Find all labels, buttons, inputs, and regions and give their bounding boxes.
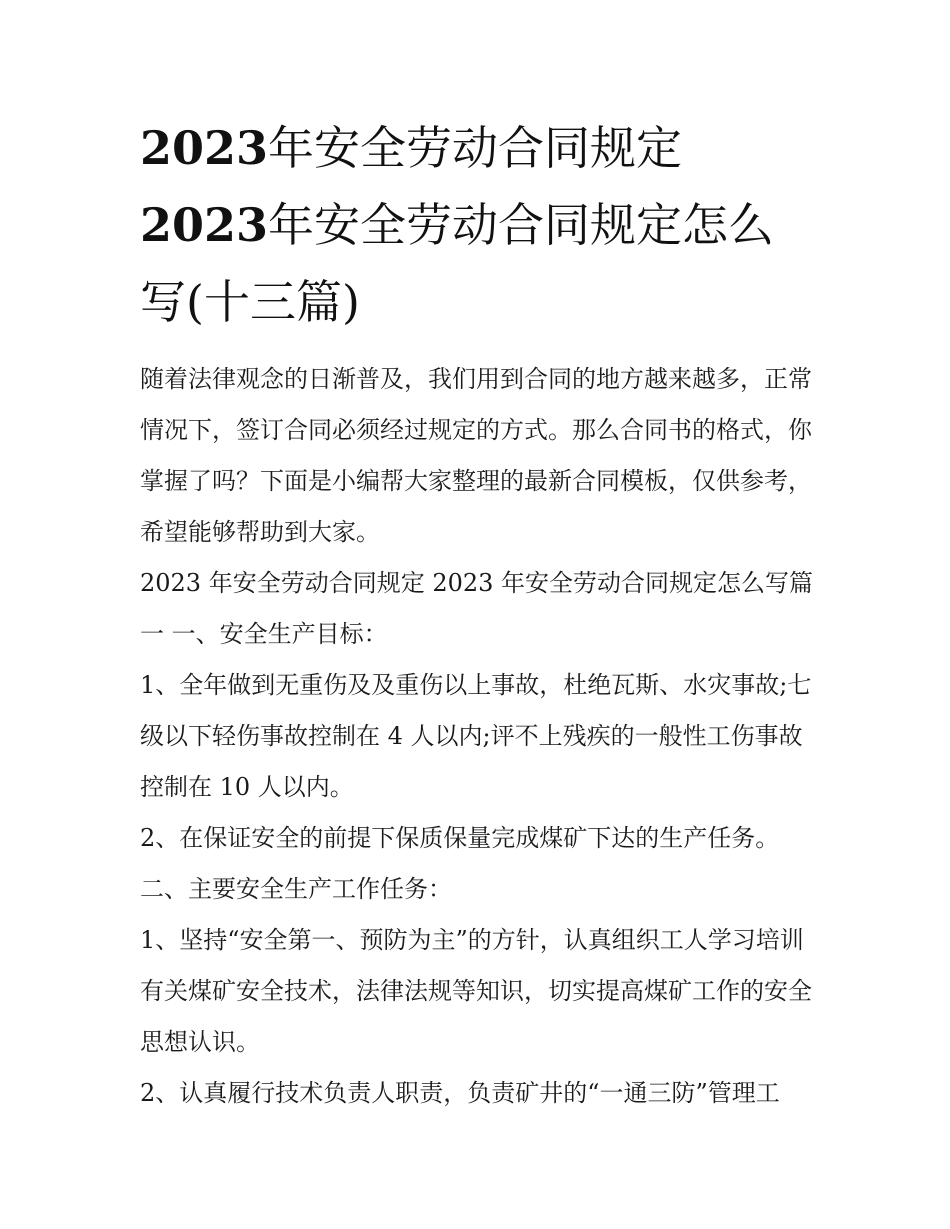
paragraph-intro: 随着法律观念的日渐普及，我们用到合同的地方越来越多，正常情况下，签订合同必须经过规定的方式。那么合同书的格式，你掌握了吗？下面是小编帮大家整理的最新合同模板，仅供参考，希望能够帮助到大家。 xyxy=(140,365,812,546)
paragraph-section-2-heading: 二、主要安全生产工作任务： xyxy=(140,875,452,903)
paragraph-task-2: 2、认真履行技术负责人职责，负责矿井的“一通三防”管理工 xyxy=(140,1079,780,1107)
title-year-2: 2023 xyxy=(140,198,269,252)
title-year-1: 2023 xyxy=(140,121,269,175)
paragraph-item-1: 1、全年做到无重伤及及重伤以上事故，杜绝瓦斯、水灾事故;七级以下轻伤事故控制在 4 人以内;评不上残疾的一般性工伤事故控制在 10 人以内。 xyxy=(140,671,812,801)
paragraph-task-1: 1、坚持“安全第一、预防为主”的方针，认真组织工人学习培训有关煤矿安全技术，法律法规等知识，切实提高煤矿工作的安全思想认识。 xyxy=(140,926,812,1056)
paragraph-section-heading: 2023 年安全劳动合同规定 2023 年安全劳动合同规定怎么写篇一 一、安全生产目标： xyxy=(140,569,814,648)
document-title xyxy=(140,110,820,341)
title-text-2: 年安全劳动合同规定怎么写(十三篇) xyxy=(140,198,775,329)
title-text-1: 年安全劳动合同规定 xyxy=(268,121,683,175)
paragraph-item-2: 2、在保证安全的前提下保质保量完成煤矿下达的生产任务。 xyxy=(140,824,780,852)
document-body xyxy=(140,354,820,1119)
